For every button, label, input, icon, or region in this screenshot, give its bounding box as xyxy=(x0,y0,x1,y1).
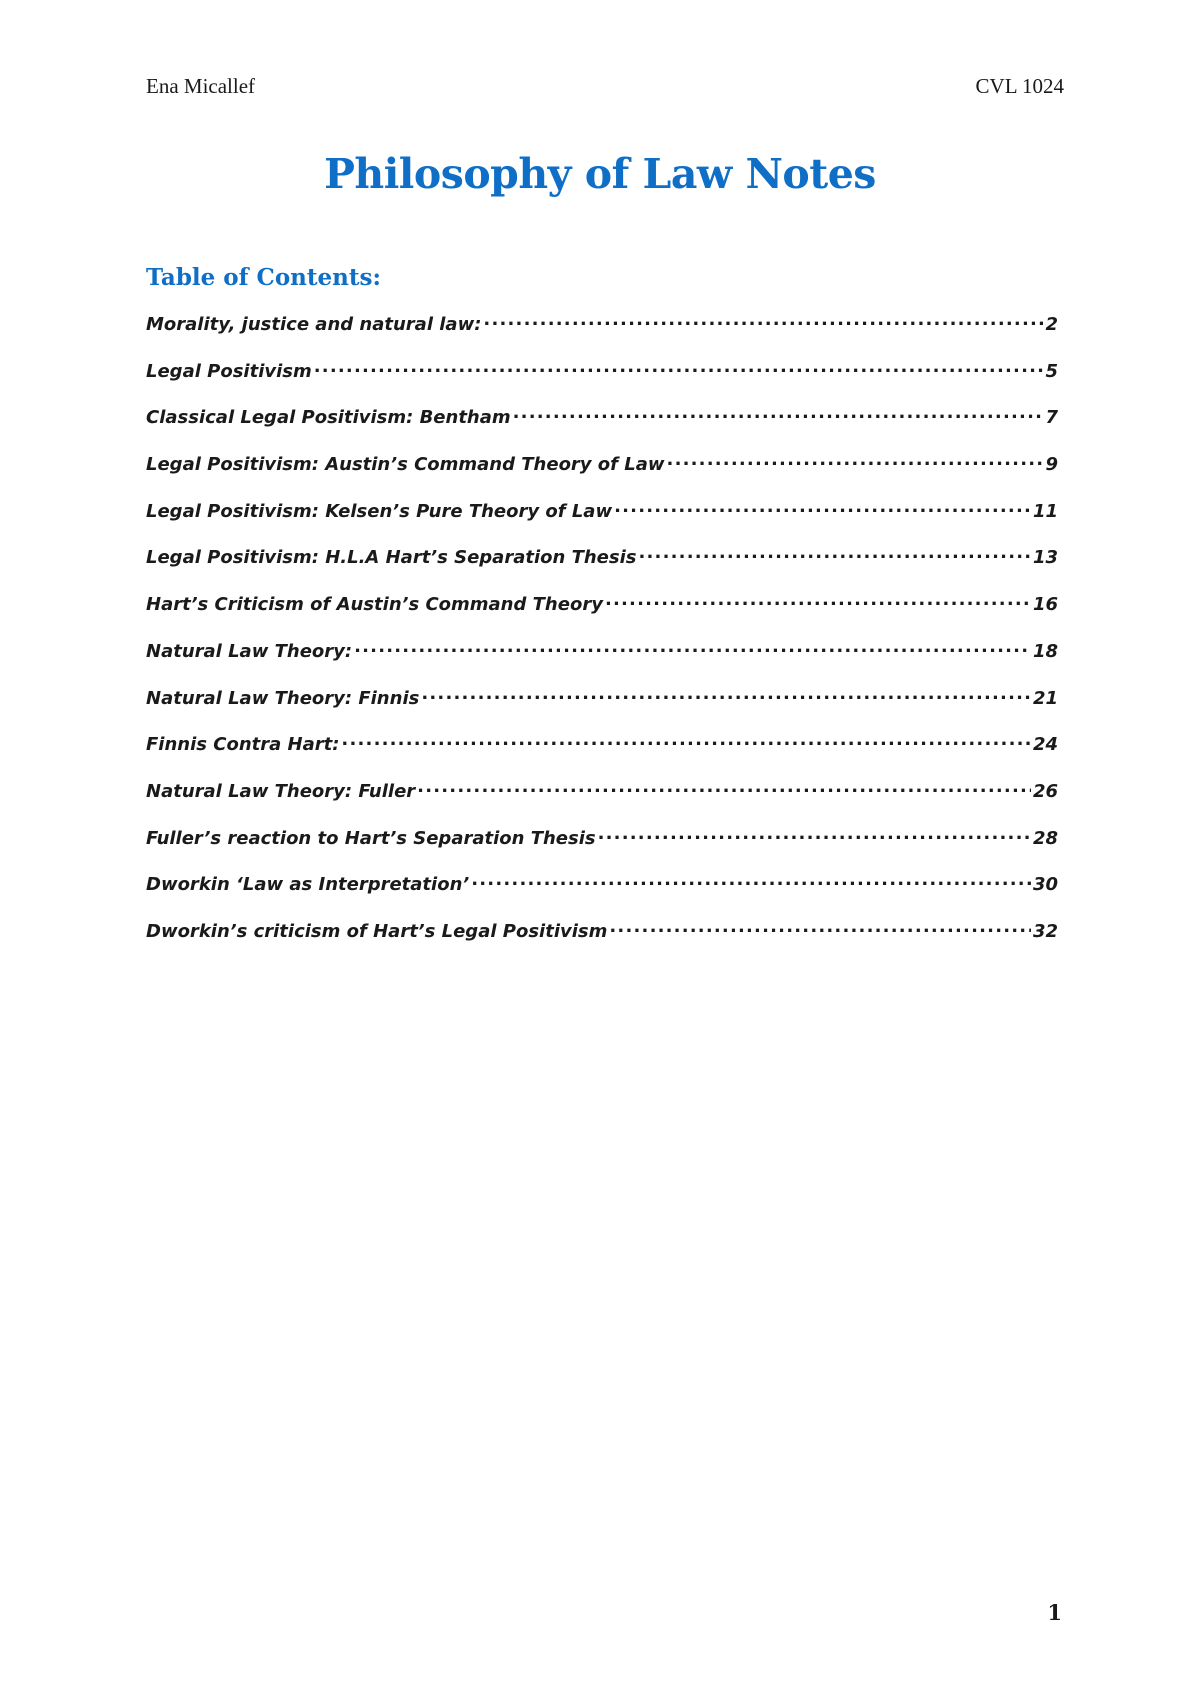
toc-entry-page: 24 xyxy=(1032,734,1058,756)
toc-entry[interactable] xyxy=(146,359,1058,406)
toc-entry-page: 11 xyxy=(1032,500,1058,522)
toc-entry-label: Fuller’s reaction to Hart’s Separation Thesis xyxy=(146,827,596,849)
toc-dot-leader xyxy=(341,732,1031,750)
toc-entry-page: 7 xyxy=(1045,407,1058,429)
toc-entry-page: 30 xyxy=(1032,874,1058,896)
toc-entry[interactable] xyxy=(146,452,1058,499)
toc-entry[interactable] xyxy=(146,872,1058,919)
toc-entry-label: Natural Law Theory: Fuller xyxy=(146,780,416,802)
toc-entry[interactable] xyxy=(146,732,1058,779)
toc-dot-leader xyxy=(614,499,1031,517)
toc-entry-page: 18 xyxy=(1032,640,1058,662)
toc-entry-label: Natural Law Theory: Finnis xyxy=(146,687,420,709)
toc-entry[interactable] xyxy=(146,779,1058,826)
toc-dot-leader xyxy=(638,545,1030,563)
toc-entry-page: 16 xyxy=(1032,594,1058,616)
toc-entry[interactable] xyxy=(146,545,1058,592)
toc-entry-label: Dworkin’s criticism of Hart’s Legal Positivism xyxy=(146,920,608,942)
toc-dot-leader xyxy=(471,872,1031,890)
toc-entry-label: Hart’s Criticism of Austin’s Command Theory xyxy=(146,594,603,616)
toc-entry-page: 32 xyxy=(1032,920,1058,942)
header-author: Ena Micallef xyxy=(146,74,256,98)
toc-dot-leader xyxy=(605,592,1031,610)
toc-entry-label: Legal Positivism: Kelsen’s Pure Theory of Law xyxy=(146,500,613,522)
document-title: Philosophy of Law Notes xyxy=(324,150,876,198)
toc-entry[interactable] xyxy=(146,312,1058,359)
toc-entry[interactable] xyxy=(146,686,1058,733)
toc-entry-label: Finnis Contra Hart: xyxy=(146,734,340,756)
toc-entry[interactable] xyxy=(146,499,1058,546)
toc-entry-page: 26 xyxy=(1032,780,1058,802)
toc-entry-label: Dworkin ‘Law as Interpretation’ xyxy=(146,874,470,896)
toc-dot-leader xyxy=(483,312,1043,330)
toc-dot-leader xyxy=(417,779,1031,797)
toc-dot-leader xyxy=(513,405,1044,423)
toc-entry-page: 13 xyxy=(1032,547,1058,569)
toc-entry[interactable] xyxy=(146,592,1058,639)
header-course-code: CVL 1024 xyxy=(975,74,1064,98)
toc-entry[interactable] xyxy=(146,405,1058,452)
toc-entry-label: Legal Positivism: H.L.A Hart’s Separation Thesis xyxy=(146,547,637,569)
toc-dot-leader xyxy=(314,359,1044,377)
toc-dot-leader xyxy=(421,686,1031,704)
toc-heading: Table of Contents: xyxy=(146,264,381,291)
toc-entry[interactable] xyxy=(146,919,1058,966)
toc-entry-label: Legal Positivism xyxy=(146,360,312,382)
toc-entry-label: Morality, justice and natural law: xyxy=(146,314,482,335)
toc-dot-leader xyxy=(354,639,1031,657)
toc-entry-label: Classical Legal Positivism: Bentham xyxy=(146,407,511,429)
toc-dot-leader xyxy=(667,452,1044,470)
toc-dot-leader xyxy=(609,919,1031,937)
toc-entry[interactable] xyxy=(146,826,1058,873)
toc-dot-leader xyxy=(598,826,1031,844)
toc-list xyxy=(146,312,1058,966)
toc-entry-page: 9 xyxy=(1045,454,1058,476)
toc-entry-label: Natural Law Theory: xyxy=(146,640,353,662)
toc-entry-page: 28 xyxy=(1032,827,1058,849)
toc-entry-page: 5 xyxy=(1045,360,1058,382)
toc-entry-page: 21 xyxy=(1032,687,1058,709)
toc-entry-label: Legal Positivism: Austin’s Command Theory of Law xyxy=(146,454,665,476)
toc-entry-page: 2 xyxy=(1045,314,1058,335)
toc-entry[interactable] xyxy=(146,639,1058,686)
page-number: 1 xyxy=(1047,1600,1062,1625)
